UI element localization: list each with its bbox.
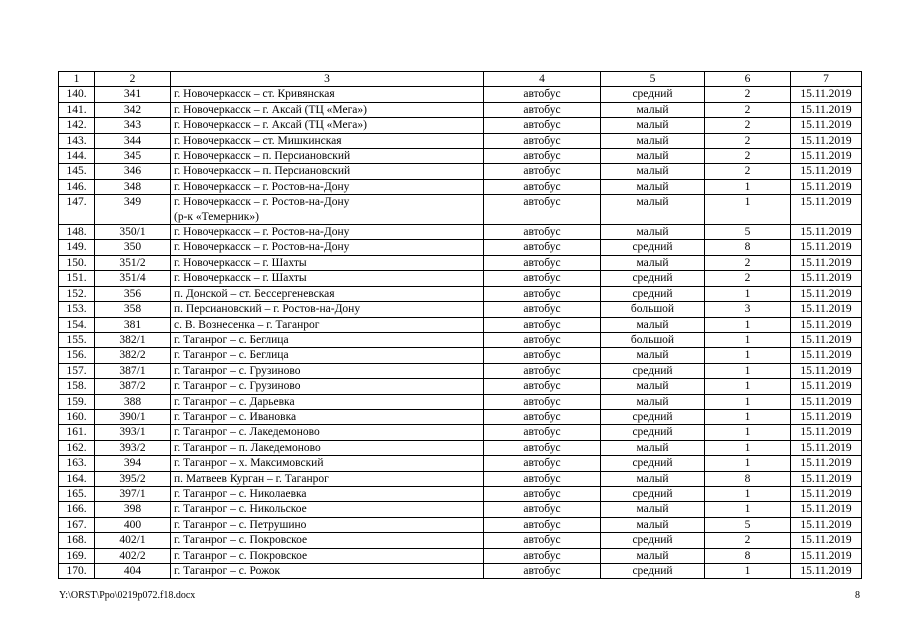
transport-type-cell: автобус (484, 517, 601, 532)
date-cell: 15.11.2019 (791, 240, 862, 255)
row-number-cell: 165. (59, 486, 95, 501)
vehicle-count-cell: 2 (705, 164, 791, 179)
table-row (59, 348, 862, 363)
vehicle-count-cell: 1 (705, 179, 791, 194)
date-cell: 15.11.2019 (791, 271, 862, 286)
table-row (59, 225, 862, 240)
vehicle-count-cell: 2 (705, 255, 791, 270)
route-name-cell: г. Новочеркасск – п. Персиановский (171, 149, 484, 164)
date-cell: 15.11.2019 (791, 195, 862, 225)
route-name-cell: г. Таганрог – с. Рожок (171, 564, 484, 579)
route-number-cell: 387/2 (95, 379, 171, 394)
date-cell: 15.11.2019 (791, 517, 862, 532)
route-name-line: (р-к «Темерник») (174, 210, 259, 223)
table-row (59, 564, 862, 579)
vehicle-count-cell: 1 (705, 502, 791, 517)
table-row (59, 195, 862, 225)
transport-type-cell: автобус (484, 425, 601, 440)
row-number-cell: 163. (59, 456, 95, 471)
column-header: 3 (171, 72, 484, 87)
row-number-cell: 151. (59, 271, 95, 286)
vehicle-class-cell: средний (601, 564, 705, 579)
route-number-cell: 382/2 (95, 348, 171, 363)
route-number-cell: 356 (95, 286, 171, 301)
transport-type-cell: автобус (484, 348, 601, 363)
transport-type-cell: автобус (484, 317, 601, 332)
date-cell: 15.11.2019 (791, 456, 862, 471)
vehicle-class-cell: большой (601, 302, 705, 317)
route-name-cell: г. Таганрог – с. Покровское (171, 533, 484, 548)
route-name-cell: г. Таганрог – с. Никольское (171, 502, 484, 517)
vehicle-class-cell: малый (601, 118, 705, 133)
route-number-cell: 351/2 (95, 255, 171, 270)
route-number-cell: 397/1 (95, 486, 171, 501)
vehicle-class-cell: малый (601, 502, 705, 517)
vehicle-count-cell: 1 (705, 379, 791, 394)
route-name-cell: г. Новочеркасск – г. Шахты (171, 255, 484, 270)
vehicle-class-cell: малый (601, 179, 705, 194)
vehicle-class-cell: малый (601, 255, 705, 270)
vehicle-class-cell: малый (601, 195, 705, 225)
date-cell: 15.11.2019 (791, 471, 862, 486)
table-row (59, 471, 862, 486)
route-number-cell: 394 (95, 456, 171, 471)
vehicle-class-cell: средний (601, 240, 705, 255)
column-header: 6 (705, 72, 791, 87)
row-number-cell: 167. (59, 517, 95, 532)
route-name-cell: п. Персиановский – г. Ростов-на-Дону (171, 302, 484, 317)
route-name-cell: г. Новочеркасск – п. Персиановский (171, 164, 484, 179)
row-number-cell: 153. (59, 302, 95, 317)
vehicle-class-cell: средний (601, 363, 705, 378)
transport-type-cell: автобус (484, 133, 601, 148)
vehicle-class-cell: средний (601, 456, 705, 471)
route-number-cell: 343 (95, 118, 171, 133)
vehicle-count-cell: 2 (705, 133, 791, 148)
route-number-cell: 346 (95, 164, 171, 179)
vehicle-count-cell: 1 (705, 440, 791, 455)
route-name-cell: г. Таганрог – с. Беглица (171, 332, 484, 347)
date-cell: 15.11.2019 (791, 425, 862, 440)
date-cell: 15.11.2019 (791, 164, 862, 179)
route-number-cell: 393/2 (95, 440, 171, 455)
transport-type-cell: автобус (484, 471, 601, 486)
route-name-cell: п. Донской – ст. Бессергеневская (171, 286, 484, 301)
vehicle-count-cell: 5 (705, 517, 791, 532)
route-number-cell: 402/2 (95, 548, 171, 563)
date-cell: 15.11.2019 (791, 302, 862, 317)
vehicle-count-cell: 1 (705, 317, 791, 332)
route-name-cell: г. Таганрог – с. Дарьевка (171, 394, 484, 409)
row-number-cell: 157. (59, 363, 95, 378)
route-number-cell: 358 (95, 302, 171, 317)
vehicle-class-cell: средний (601, 486, 705, 501)
table-row (59, 118, 862, 133)
table-row (59, 240, 862, 255)
table-row (59, 517, 862, 532)
vehicle-class-cell: малый (601, 517, 705, 532)
route-number-cell: 381 (95, 317, 171, 332)
vehicle-class-cell: малый (601, 225, 705, 240)
row-number-cell: 169. (59, 548, 95, 563)
table-row (59, 149, 862, 164)
table-row (59, 286, 862, 301)
route-name-cell: г. Новочеркасск – г. Ростов-на-Дону (171, 179, 484, 194)
vehicle-count-cell: 2 (705, 118, 791, 133)
vehicle-count-cell: 1 (705, 332, 791, 347)
transport-type-cell: автобус (484, 118, 601, 133)
date-cell: 15.11.2019 (791, 409, 862, 424)
route-number-cell: 402/1 (95, 533, 171, 548)
date-cell: 15.11.2019 (791, 548, 862, 563)
vehicle-class-cell: средний (601, 271, 705, 286)
route-name-cell: г. Новочеркасск – г. Ростов-на-Дону (171, 240, 484, 255)
route-number-cell: 345 (95, 149, 171, 164)
row-number-cell: 156. (59, 348, 95, 363)
table-row (59, 164, 862, 179)
date-cell: 15.11.2019 (791, 133, 862, 148)
vehicle-count-cell: 3 (705, 302, 791, 317)
row-number-cell: 168. (59, 533, 95, 548)
table-row (59, 179, 862, 194)
row-number-cell: 147. (59, 195, 95, 225)
vehicle-count-cell: 2 (705, 102, 791, 117)
table-row (59, 379, 862, 394)
vehicle-class-cell: средний (601, 425, 705, 440)
row-number-cell: 170. (59, 564, 95, 579)
transport-type-cell: автобус (484, 102, 601, 117)
date-cell: 15.11.2019 (791, 533, 862, 548)
route-name-cell: г. Новочеркасск – ст. Мишкинская (171, 133, 484, 148)
route-number-cell: 382/1 (95, 332, 171, 347)
column-header: 1 (59, 72, 95, 87)
route-number-cell: 351/4 (95, 271, 171, 286)
route-name-cell: п. Матвеев Курган – г. Таганрог (171, 471, 484, 486)
vehicle-class-cell: малый (601, 164, 705, 179)
route-name-cell: г. Новочеркасск – г. Шахты (171, 271, 484, 286)
vehicle-count-cell: 1 (705, 425, 791, 440)
vehicle-count-cell: 8 (705, 471, 791, 486)
route-number-cell: 398 (95, 502, 171, 517)
table-row (59, 255, 862, 270)
transport-type-cell: автобус (484, 502, 601, 517)
route-number-cell: 404 (95, 564, 171, 579)
route-name-cell (171, 195, 484, 225)
route-number-cell: 390/1 (95, 409, 171, 424)
table-row (59, 394, 862, 409)
date-cell: 15.11.2019 (791, 379, 862, 394)
vehicle-class-cell: средний (601, 87, 705, 102)
route-name-line: г. Новочеркасск – г. Ростов-на-Дону (174, 196, 350, 209)
row-number-cell: 141. (59, 102, 95, 117)
footer-file-path: Y:\ORST\Ppo\0219p072.f18.docx (59, 590, 196, 601)
row-number-cell: 166. (59, 502, 95, 517)
date-cell: 15.11.2019 (791, 486, 862, 501)
vehicle-count-cell: 2 (705, 87, 791, 102)
transport-type-cell: автобус (484, 548, 601, 563)
transport-type-cell: автобус (484, 195, 601, 225)
date-cell: 15.11.2019 (791, 87, 862, 102)
route-number-cell: 400 (95, 517, 171, 532)
route-name-cell: г. Таганрог – с. Ивановка (171, 409, 484, 424)
table-row (59, 486, 862, 501)
table-row (59, 102, 862, 117)
route-name-cell: г. Таганрог – п. Лакедемоново (171, 440, 484, 455)
row-number-cell: 145. (59, 164, 95, 179)
table-row (59, 271, 862, 286)
row-number-cell: 149. (59, 240, 95, 255)
column-header: 2 (95, 72, 171, 87)
row-number-cell: 146. (59, 179, 95, 194)
transport-type-cell: автобус (484, 286, 601, 301)
transport-type-cell: автобус (484, 379, 601, 394)
transport-type-cell: автобус (484, 440, 601, 455)
route-name-cell: г. Таганрог – с. Петрушино (171, 517, 484, 532)
vehicle-count-cell: 2 (705, 149, 791, 164)
date-cell: 15.11.2019 (791, 286, 862, 301)
table-row (59, 548, 862, 563)
table-header-row (59, 72, 862, 87)
row-number-cell: 152. (59, 286, 95, 301)
date-cell: 15.11.2019 (791, 102, 862, 117)
route-name-cell: г. Таганрог – с. Николаевка (171, 486, 484, 501)
table-row (59, 133, 862, 148)
transport-type-cell: автобус (484, 255, 601, 270)
route-name-cell: г. Таганрог – с. Грузиново (171, 379, 484, 394)
route-number-cell: 342 (95, 102, 171, 117)
vehicle-count-cell: 1 (705, 456, 791, 471)
table-row (59, 440, 862, 455)
transport-type-cell: автобус (484, 363, 601, 378)
row-number-cell: 143. (59, 133, 95, 148)
page-number: 8 (855, 590, 860, 601)
vehicle-class-cell: большой (601, 332, 705, 347)
column-header: 5 (601, 72, 705, 87)
table-row (59, 409, 862, 424)
route-number-cell: 341 (95, 87, 171, 102)
table-row (59, 302, 862, 317)
transport-type-cell: автобус (484, 409, 601, 424)
date-cell: 15.11.2019 (791, 348, 862, 363)
vehicle-count-cell: 1 (705, 486, 791, 501)
route-name-cell: г. Таганрог – х. Максимовский (171, 456, 484, 471)
table-row (59, 87, 862, 102)
table-row (59, 456, 862, 471)
vehicle-class-cell: малый (601, 394, 705, 409)
transport-type-cell: автобус (484, 564, 601, 579)
row-number-cell: 154. (59, 317, 95, 332)
date-cell: 15.11.2019 (791, 363, 862, 378)
transport-type-cell: автобус (484, 486, 601, 501)
vehicle-count-cell: 1 (705, 564, 791, 579)
route-number-cell: 395/2 (95, 471, 171, 486)
vehicle-class-cell: малый (601, 379, 705, 394)
transport-type-cell: автобус (484, 271, 601, 286)
vehicle-class-cell: малый (601, 317, 705, 332)
route-name-cell: г. Таганрог – с. Беглица (171, 348, 484, 363)
route-number-cell: 350 (95, 240, 171, 255)
vehicle-count-cell: 1 (705, 286, 791, 301)
vehicle-count-cell: 1 (705, 348, 791, 363)
transport-type-cell: автобус (484, 456, 601, 471)
route-name-cell: г. Новочеркасск – г. Ростов-на-Дону (171, 225, 484, 240)
vehicle-class-cell: средний (601, 286, 705, 301)
route-name-cell: г. Таганрог – с. Покровское (171, 548, 484, 563)
table-row (59, 363, 862, 378)
route-number-cell: 349 (95, 195, 171, 225)
vehicle-class-cell: малый (601, 102, 705, 117)
date-cell: 15.11.2019 (791, 255, 862, 270)
row-number-cell: 155. (59, 332, 95, 347)
row-number-cell: 159. (59, 394, 95, 409)
vehicle-class-cell: малый (601, 348, 705, 363)
route-name-cell: г. Новочеркасск – г. Аксай (ТЦ «Мега») (171, 102, 484, 117)
vehicle-count-cell: 8 (705, 548, 791, 563)
date-cell: 15.11.2019 (791, 564, 862, 579)
vehicle-class-cell: малый (601, 548, 705, 563)
vehicle-class-cell: малый (601, 440, 705, 455)
route-number-cell: 350/1 (95, 225, 171, 240)
date-cell: 15.11.2019 (791, 225, 862, 240)
route-number-cell: 388 (95, 394, 171, 409)
routes-table (58, 71, 862, 579)
transport-type-cell: автобус (484, 225, 601, 240)
table-row (59, 425, 862, 440)
vehicle-count-cell: 1 (705, 409, 791, 424)
transport-type-cell: автобус (484, 394, 601, 409)
row-number-cell: 148. (59, 225, 95, 240)
table-row (59, 533, 862, 548)
date-cell: 15.11.2019 (791, 502, 862, 517)
route-name-cell: г. Таганрог – с. Лакедемоново (171, 425, 484, 440)
vehicle-class-cell: малый (601, 133, 705, 148)
transport-type-cell: автобус (484, 149, 601, 164)
date-cell: 15.11.2019 (791, 179, 862, 194)
row-number-cell: 144. (59, 149, 95, 164)
transport-type-cell: автобус (484, 240, 601, 255)
transport-type-cell: автобус (484, 533, 601, 548)
date-cell: 15.11.2019 (791, 440, 862, 455)
vehicle-class-cell: малый (601, 471, 705, 486)
row-number-cell: 161. (59, 425, 95, 440)
row-number-cell: 140. (59, 87, 95, 102)
vehicle-count-cell: 1 (705, 363, 791, 378)
row-number-cell: 162. (59, 440, 95, 455)
transport-type-cell: автобус (484, 87, 601, 102)
table-row (59, 317, 862, 332)
route-name-cell: г. Новочеркасск – г. Аксай (ТЦ «Мега») (171, 118, 484, 133)
route-name-cell: с. В. Вознесенка – г. Таганрог (171, 317, 484, 332)
table-row (59, 502, 862, 517)
route-number-cell: 393/1 (95, 425, 171, 440)
route-number-cell: 387/1 (95, 363, 171, 378)
route-number-cell: 348 (95, 179, 171, 194)
vehicle-class-cell: малый (601, 149, 705, 164)
route-number-cell: 344 (95, 133, 171, 148)
route-name-cell: г. Новочеркасск – ст. Кривянская (171, 87, 484, 102)
vehicle-class-cell: средний (601, 409, 705, 424)
row-number-cell: 142. (59, 118, 95, 133)
vehicle-count-cell: 2 (705, 533, 791, 548)
vehicle-count-cell: 1 (705, 195, 791, 225)
transport-type-cell: автобус (484, 332, 601, 347)
vehicle-count-cell: 8 (705, 240, 791, 255)
transport-type-cell: автобус (484, 302, 601, 317)
column-header: 4 (484, 72, 601, 87)
table-row (59, 332, 862, 347)
date-cell: 15.11.2019 (791, 149, 862, 164)
vehicle-class-cell: средний (601, 533, 705, 548)
row-number-cell: 164. (59, 471, 95, 486)
route-name-cell: г. Таганрог – с. Грузиново (171, 363, 484, 378)
vehicle-count-cell: 5 (705, 225, 791, 240)
date-cell: 15.11.2019 (791, 317, 862, 332)
vehicle-count-cell: 1 (705, 394, 791, 409)
column-header: 7 (791, 72, 862, 87)
row-number-cell: 160. (59, 409, 95, 424)
row-number-cell: 150. (59, 255, 95, 270)
row-number-cell: 158. (59, 379, 95, 394)
transport-type-cell: автобус (484, 179, 601, 194)
vehicle-count-cell: 2 (705, 271, 791, 286)
date-cell: 15.11.2019 (791, 332, 862, 347)
date-cell: 15.11.2019 (791, 394, 862, 409)
transport-type-cell: автобус (484, 164, 601, 179)
date-cell: 15.11.2019 (791, 118, 862, 133)
